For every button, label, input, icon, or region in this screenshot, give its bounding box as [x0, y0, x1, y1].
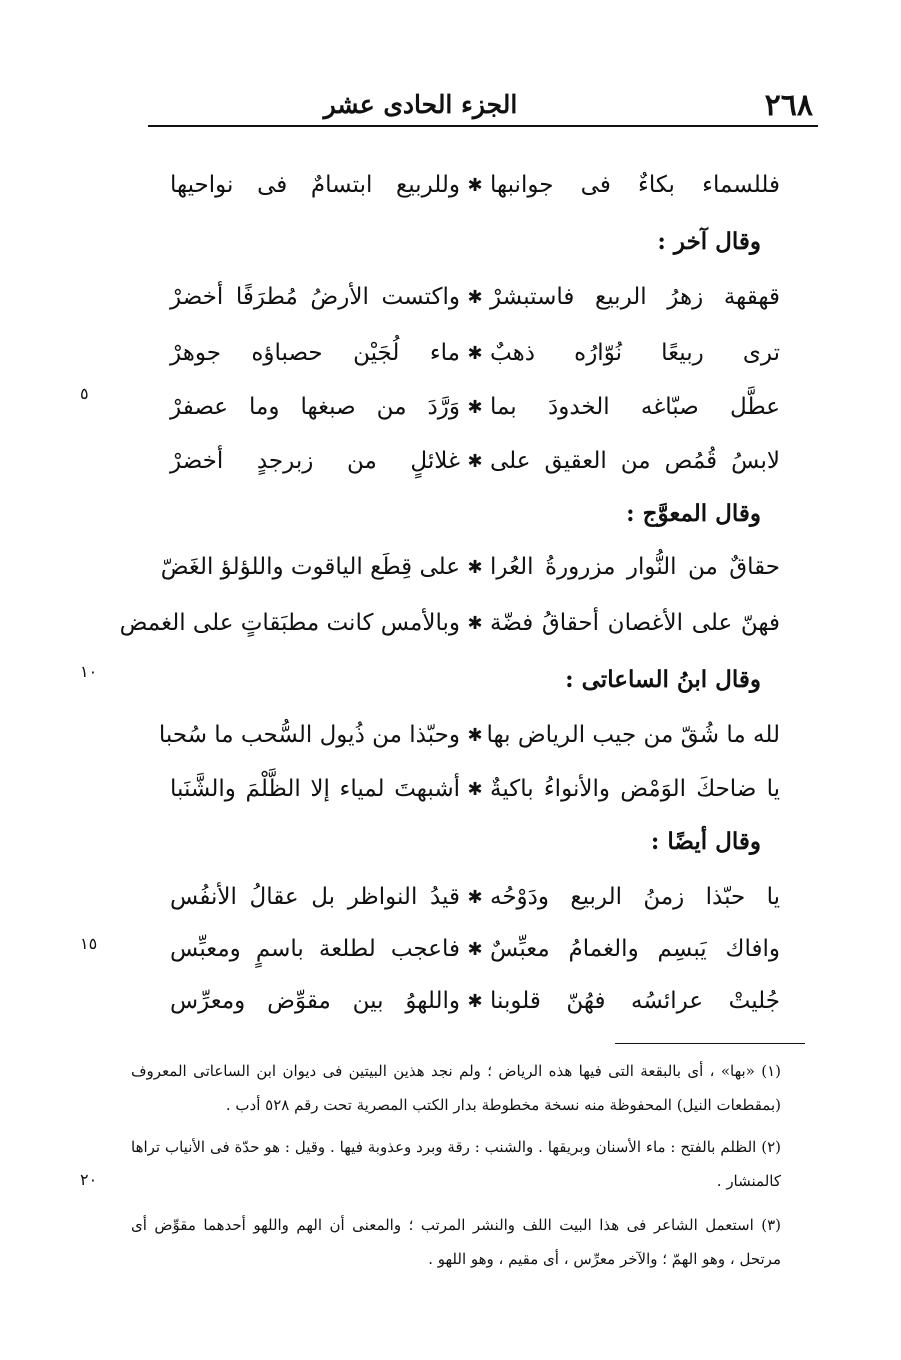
running-title: الجزء الحادى عشر	[323, 90, 518, 119]
second-hemistich: وبالأمس كانت مطبَقاتٍ على الغمض	[119, 610, 460, 636]
verse-line	[150, 274, 780, 320]
first-hemistich: عطَّل صبّاغه الخدودَ بما	[490, 394, 780, 420]
second-hemistich: على قِطَع الياقوت واللؤلؤ الغَضّ	[160, 554, 460, 580]
second-hemistich: أشبهتَ لمياء إلا الظَّلْمَ والشَّنَبا	[170, 776, 460, 802]
poet-intro: وقال أيضًا :	[650, 828, 761, 855]
poet-intro: وقال ابنُ الساعاتى :	[565, 666, 761, 693]
verse-line	[150, 926, 780, 972]
first-hemistich: وافاك يَبسِم والغمامُ معبِّسٌ	[490, 936, 780, 962]
verse-separator: ✱	[467, 886, 483, 908]
poet-intro: وقال المعوَّج :	[626, 500, 761, 527]
verse-line	[150, 162, 780, 208]
header-rule	[148, 125, 818, 127]
footnote: (٢) الظلم بالفتح : ماء الأسنان وبريقها . والشنب : رقة وبرد وعذوبة فيها . وقيل : هو حدّة فى الأنياب تراها كالمنشار .	[131, 1138, 781, 1190]
verse-separator: ✱	[467, 724, 483, 746]
second-hemistich: وَرَّدَ من صبغها وما عصفرْ	[170, 394, 460, 420]
page-number: ٢٦٨	[764, 88, 813, 123]
verse-line	[150, 712, 780, 758]
verse-line	[150, 384, 780, 430]
verse-separator: ✱	[467, 396, 483, 418]
poet-intro: وقال آخر :	[657, 228, 761, 255]
first-hemistich: فللسماء بكاءٌ فى جوانبها	[490, 172, 780, 198]
first-hemistich: يا حبّذا زمنُ الربيع ودَوْحُه	[490, 884, 780, 910]
first-hemistich: يا ضاحكَ الوَمْض والأنواءُ باكيةٌ	[490, 776, 780, 802]
verse-separator: ✱	[467, 286, 483, 308]
second-hemistich: واكتست الأرضُ مُطرَفًا أخضرْ	[170, 284, 460, 310]
verse-separator: ✱	[467, 938, 483, 960]
first-hemistich: لله ما شُقّ من جيب الرياض بها	[486, 722, 780, 748]
verse-separator: ✱	[467, 450, 483, 472]
second-hemistich: غلائلٍ من زبرجدٍ أخضرْ	[170, 448, 460, 474]
line-number: ٥	[80, 384, 89, 403]
verse-line	[119, 600, 780, 646]
verse-line	[150, 330, 780, 376]
verse-line	[150, 438, 780, 484]
first-hemistich: قهقهة زهرُ الربيع فاستبشرْ	[490, 284, 780, 310]
first-hemistich: حقاقٌ من النُّوار مزرورةُ العُرا	[490, 554, 780, 580]
verse-separator: ✱	[467, 556, 483, 578]
line-number: ١٠	[80, 662, 98, 681]
verse-separator: ✱	[467, 612, 483, 634]
line-number: ١٥	[80, 934, 98, 953]
verse-separator: ✱	[467, 778, 483, 800]
second-hemistich: فاعجب لطلعة باسمٍ ومعبِّس	[170, 936, 460, 962]
first-hemistich: جُليتْ عرائسُه فهُنّ قلوبنا	[490, 988, 780, 1014]
verse-line	[150, 874, 780, 920]
first-hemistich: لابسُ قُمُص من العقيق على	[490, 448, 780, 474]
second-hemistich: واللهوُ بين مقوِّض ومعرِّس	[170, 988, 460, 1014]
footnote: (٣) استعمل الشاعر فى هذا البيت اللف والنشر المرتب ؛ والمعنى أن الهم واللهو أحدهما مقوِّض أى مرتحل ، وهو الهمّ ؛ والآخر معرِّس ، أى مقيم ، وهو اللهو .	[131, 1216, 781, 1268]
verse-line	[150, 978, 780, 1024]
second-hemistich: وحبّذا من ذُيول السُّحب ما سُحبا	[158, 722, 460, 748]
second-hemistich: ماء لُجَيْن حصباؤه جوهرْ	[170, 340, 460, 366]
verse-separator: ✱	[467, 990, 483, 1012]
verse-line	[150, 544, 780, 590]
second-hemistich: قيدُ النواظر بل عقالُ الأنفُس	[170, 884, 460, 910]
footnote-rule	[615, 1043, 805, 1044]
first-hemistich: ترى ربيعًا نُوّارُه ذهبٌ	[490, 340, 780, 366]
footnote: (١) «بها» ، أى بالبقعة التى فيها هذه الرياض ؛ ولم نجد هذين البيتين فى ديوان ابن الساعاتى المعروف (بمقطعات النيل) المحفوظة منه نسخة مخطوطة بدار الكتب المصرية تحت رقم ٥٢٨ أدب .	[131, 1062, 781, 1114]
verse-separator: ✱	[467, 342, 483, 364]
line-number: ٢٠	[80, 1170, 98, 1189]
verse-line	[150, 766, 780, 812]
verse-separator: ✱	[467, 174, 483, 196]
first-hemistich: فهنّ على الأغصان أحقاقُ فضّة	[490, 610, 780, 636]
second-hemistich: وللربيع ابتسامٌ فى نواحيها	[170, 172, 460, 198]
